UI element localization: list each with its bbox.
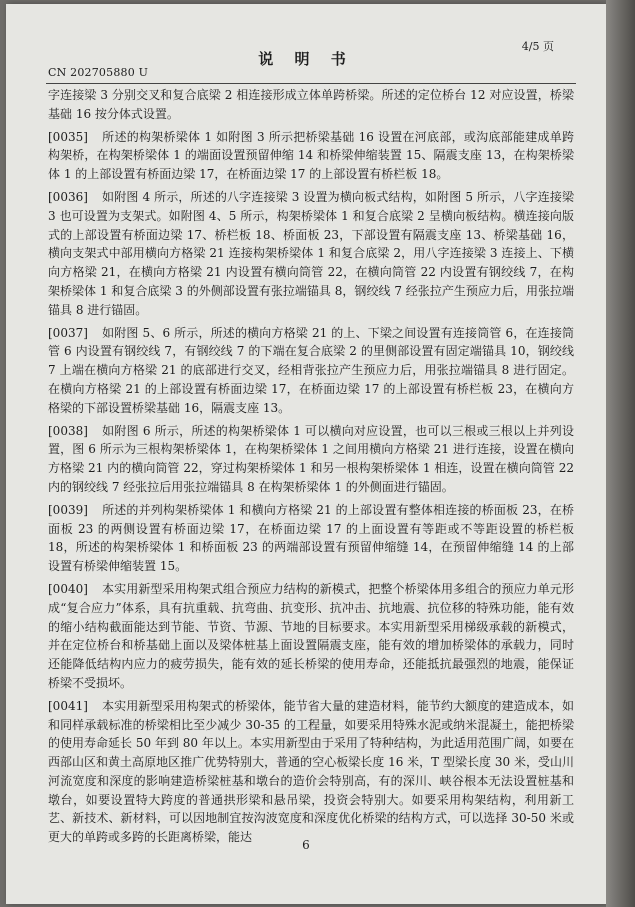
doc-number: CN 202705880 U (48, 66, 149, 79)
header-rule (46, 83, 576, 84)
paragraph-text: 所述的并列构架桥梁体 1 和横向方格梁 21 的上部设置有整体相连接的桥面板 23，在桥面板 23 的两侧设置有桥面边梁 17，在桥面边梁 17 的上面设置有等距或不等距设置的桥栏板 18，所述的构架桥梁体 1 和桥面板 23 的两端部设置有预留伸缩缝 14，在预留伸缩缝 14 的上部设置有桥梁伸缩装置 15。 (48, 502, 574, 574)
paragraph-number: [0037] (48, 325, 88, 340)
page-edge-shadow (606, 0, 635, 907)
paragraph-text: 如附图 5、6 所示，所述的横向方格梁 21 的上、下梁之间设置有连接筒管 6，在连接筒管 6 内设置有钢绞线 7，有钢绞线 7 的下端在复合底梁 2 的里侧部设置有固定端锚具 10，钢绞线 7 上端在横向方格梁 21 的底部进行交叉，经相背张拉产生预应力后，用张拉端锚具 8 进行固定。在横向方格梁 21 的上部设置有桥面边梁 17，在桥面边梁 17 的上部设置有桥栏板 23，在横向方格梁的下部设置桥梁基础 16，隔震支座 13。 (48, 325, 574, 415)
paragraph-0036 (48, 188, 574, 320)
paragraph-text: 如附图 6 所示，所述的构架桥梁体 1 可以横向对应设置，也可以三根或三根以上并列设置，图 6 所示为三根构架桥梁体 1，在构架桥梁体 1 之间用横向方格梁 21 进行连接，设置在横向方格梁 21 内的横向筒管 22，穿过构架桥梁体 1 和另一根构架桥梁体 1 相连，设置在横向筒管 22 内的钢绞线 7 经张拉后用张拉端锚具 8 在构架桥梁体 1 的外侧面进行锚固。 (48, 423, 574, 494)
paragraph-0037 (48, 324, 574, 418)
paragraph-0040 (48, 580, 574, 693)
paragraph-text: 本实用新型采用构架式组合预应力结构的新模式，把整个桥梁体用多组合的预应力单元形成“复合应力”体系，具有抗重载、抗弯曲、抗变形、抗冲击、抗地震、抗位移的特殊功能，能有效的缩小结构截面能达到节能、节资、节源、节地的目标要求。本实用新型采用梯级承载的新模式，并在定位桥台和桥基础上面以及梁体桩基上面设置隔震支座，能有效的增加桥梁体的承载力，同时还能降低结构内应力的疲劳损失，能有效的延长桥梁的使用寿命，还能抵抗最强烈的地震，能保证桥梁不受损坏。 (48, 581, 574, 690)
paragraph-text: 字连接梁 3 分别交叉和复合底梁 2 相连接形成立体单跨桥梁。所述的定位桥台 12 对应设置，桥梁基础 16 按分体式设置。 (48, 88, 574, 121)
paragraph-number: [0041] (48, 698, 88, 713)
paragraph-number: [0036] (48, 189, 88, 204)
paragraph-0041 (48, 697, 574, 847)
paragraph-number: [0035] (48, 129, 88, 144)
paragraph-number: [0040] (48, 581, 88, 596)
paragraph-number: [0038] (48, 423, 88, 438)
paragraph-text: 所述的构架桥梁体 1 如附图 3 所示把桥梁基础 16 设置在河底部，或沟底部能建成单跨构架桥，在构架桥梁体 1 的端面设置预留伸缩 14 和桥梁伸缩装置 15、隔震支座 13，在构架桥梁体 1 的上部设置有桥面边梁 17，在桥面边梁 17 的上部设置有桥栏板 18。 (48, 129, 574, 182)
document-page (6, 4, 606, 904)
paragraph-0038 (48, 422, 574, 497)
paragraph-continuation (48, 86, 574, 124)
document-body (48, 86, 574, 847)
page-indicator: 4/5 页 (521, 40, 554, 53)
paragraph-text: 如附图 4 所示，所述的八字连接梁 3 设置为横向板式结构，如附图 5 所示，八字连接梁 3 也可设置为支架式。如附图 4、5 所示，构架桥梁体 1 和复合底梁 2 呈横向板结构。横连接向版式的上部设置有桥面边梁 17、桥栏板 18、桥面板 23，下部设置有隔震支座 13、桥梁基础 16，横向支架式中部用横向方格梁 21 连接构架桥梁体 1 和复合底梁 2，用八字连接梁 3 连接上、下横向方格梁 21，在横向方格梁 21 内设置有横向筒管 22，在横向筒管 22 内设置有钢绞线 7，在构架桥梁体 1 和复合底梁 3 的外侧部设置有张拉端锚具 8，钢绞线 7 经张拉产生预应力后，用张拉端锚具 8 进行锚固。 (48, 189, 574, 317)
paragraph-0039 (48, 501, 574, 576)
paragraph-0035 (48, 128, 574, 184)
page-title: 说 明 书 (258, 50, 354, 68)
paragraph-number: [0039] (48, 502, 88, 517)
paragraph-text: 本实用新型采用构架式的桥梁体，能节省大量的建造材料，能节约大额度的建造成本，如和同样承载标准的桥梁相比至少减少 30-35 的工程量，如要采用特殊水泥或纳米混凝土，能把桥梁的使用寿命延长 50 年到 80 年以上。本实用新型由于采用了特种结构，为此适用范围广阔，如要在西部山区和黄土高原地区推广优势特别大，普通的空心板梁长度 16 米，T 型梁长度 30 米，受山川河流宽度和深度的影响建造桥梁桩基和墩台的造价会特别高，有的深川、峡谷根本无法设置桩基和墩台，如要设置特大跨度的普通拱形梁和悬吊梁，投资会特别大。如要采用构架结构，利用新工艺、新技术、新材料，可以因地制宜按沟波宽度和深度优化桥梁的结构方式，可以选择 30-50 米或更大的单跨或多跨的长距离桥梁，能达 (48, 698, 574, 845)
page-number: 6 (302, 838, 310, 852)
